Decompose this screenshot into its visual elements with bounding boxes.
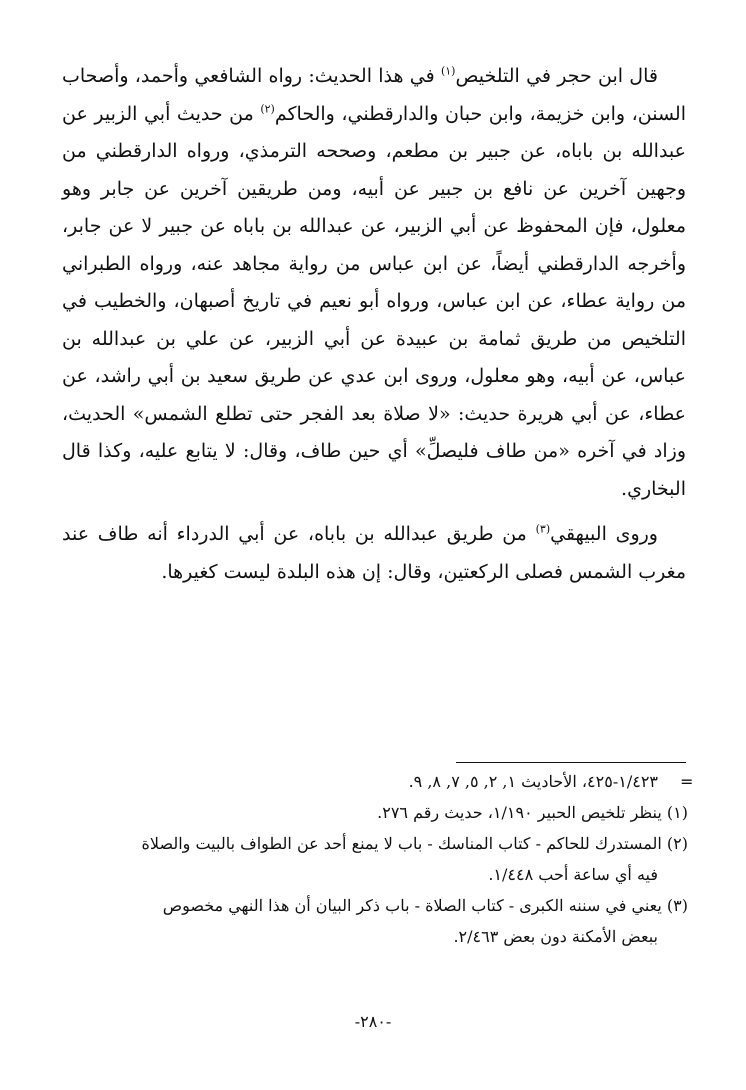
footnote-2-line-1: (٢) المستدرك للحاكم - كتاب المناسك - باب لا يمنع أحد عن الطواف بالبيت والصلاة	[141, 834, 688, 853]
footnotes	[62, 766, 688, 952]
footnote-3-line-1: (٣) يعني في سننه الكبرى - كتاب الصلاة - باب ذكر البيان أن هذا النهي مخصوص	[162, 896, 688, 915]
footnote-continuation: ١/٤٢٣-٤٢٥، الأحاديث ١, ٢, ٥, ٧, ٨, ٩.	[408, 772, 658, 791]
footnote-2-line-2: فيه أي ساعة أحب ١/٤٤٨.	[488, 865, 658, 884]
paragraph-2-part-2: من طريق عبدالله بن باباه، عن أبي الدرداء أنه طاف عند مغرب الشمس فصلى الركعتين، وقال: إن هذه البلدة ليست كغيرها.	[62, 523, 686, 583]
paragraph-1	[62, 58, 686, 508]
paragraph-2-part-1: وروى البيهقي	[550, 523, 658, 545]
footnote-continuation-mark: =	[680, 772, 694, 791]
paragraph-2	[62, 516, 686, 591]
footnote-separator	[456, 762, 686, 763]
footnote-1: (١) ينظر تلخيص الحبير ١/١٩٠، حديث رقم ٢٧٦.	[377, 803, 688, 822]
paragraph-1-part-3: من حديث أبي الزبير عن عبدالله بن باباه، عن جبير بن مطعم، وصححه الترمذي، ورواه الدارقطني من وجهين آخرين عن نافع بن جبير عن أبيه، ومن طريقين آخرين عن جابر وهو معلول، فإن المحفوظ عن أبي الزبير، عن عبدالله بن باباه عن جبير لا عن جابر، وأخرجه الدارقطني أيضاً، عن ابن عباس من رواية مجاهد عنه، ورواه الطبراني من رواية عطاء، عن ابن عباس، ورواه أبو نعيم في تاريخ أصبهان، والخطيب في التلخيص من طريق ثمامة بن عبيدة عن أبي الزبير، عن علي بن عبدالله بن عباس، عن أبيه، وهو معلول، وروى ابن عدي عن طريق سعيد بن أبي راشد، عن عطاء، عن أبي هريرة حديث: «لا صلاة بعد الفجر حتى تطلع الشمس» الحديث، وزاد في آخره «من طاف فليصلِّ» أي حين طاف، وقال: لا يتابع عليه، وكذا قال البخاري.	[62, 102, 686, 500]
footnote-ref-1: (١)	[440, 64, 456, 78]
page-number: -٢٨٠-	[354, 1012, 392, 1031]
paragraph-1-part-2: في هذا الحديث: رواه الشافعي وأحمد، وأصحاب السنن، وابن خزيمة، وابن حبان والدارقطني، والحاكم	[62, 65, 686, 125]
main-text	[62, 58, 686, 591]
footnote-3-line-2: ببعض الأمكنة دون بعض ٢/٤٦٣.	[453, 927, 658, 946]
paragraph-1-part-1: قال ابن حجر في التلخيص	[455, 65, 658, 87]
footnote-ref-3: (٣)	[535, 522, 551, 536]
footnote-ref-2: (٢)	[260, 102, 275, 116]
